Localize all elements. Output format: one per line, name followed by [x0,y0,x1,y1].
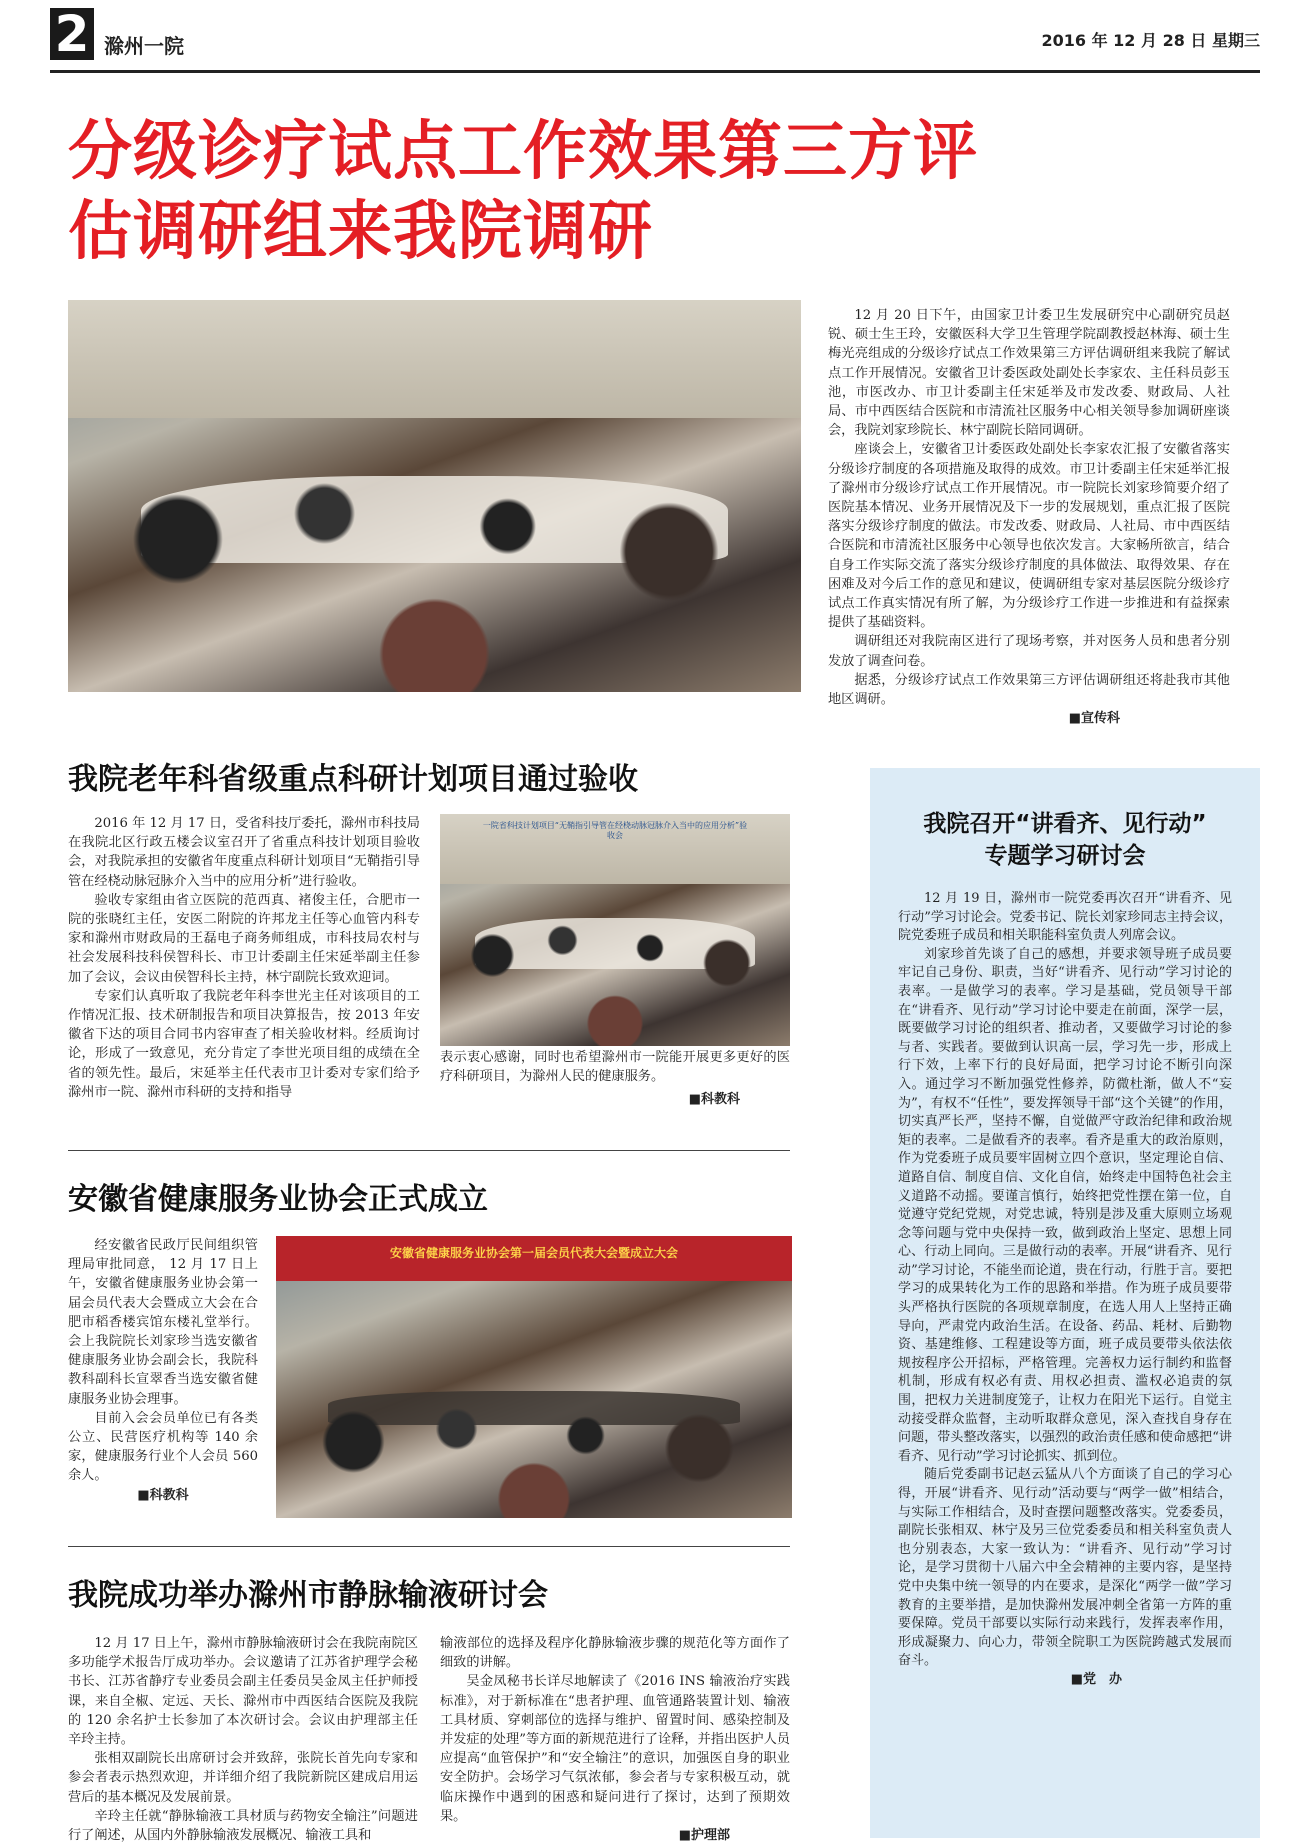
article4-paragraph: 辛玲主任就“静脉输液工具材质与药物安全输注”问题进行了阐述，从国内外静脉输液发展概况、输液工具和 [68,1808,418,1844]
article2-paragraph: 验收专家组由省立医院的范西真、褚俊主任，合肥市一院的张晓红主任，安医二附院的许邦龙主任等心血管内科专家和滁州市财政局的王磊电子商务师组成，市科技局农村与社会发展科技科侯智科长、市卫计委副主任宋延举副主任参加了会议，会议由侯智科长主持，林宁副院长致欢迎词。 [68,892,420,985]
article4-paragraph: 张相双副院长出席研讨会并致辞，张院长首先向专家和参会者表示热烈欢迎，并详细介绍了我院新院区建成启用运营后的基本概况及发展前景。 [68,1751,418,1805]
article2-photo-banner: 一院省科技计划项目“无鞘指引导管在经桡动脉冠脉介入当中的应用分析”验收会 [482,820,748,840]
article3-photo [276,1236,792,1518]
lead-signature: ■宣传科 [1068,711,1120,727]
article2-signature: ■科教科 [688,1092,740,1107]
article4-title: 我院成功举办滁州市静脉输液研讨会 [68,1578,548,1613]
section-name: 滁州一院 [104,34,184,58]
divider [68,1150,790,1151]
sidebar-paragraph: 12 月 19 日，滁州市一院党委再次召开“讲看齐、见行动”学习讨论会。党委书记、院长刘家珍同志主持会议，院党委班子成员和相关职能科室负责人列席会议。 [898,891,1232,944]
article4-paragraph: 吴金凤秘书长详尽地解读了《2016 INS 输液治疗实践标准》，对于新标准在“患者护理、血管通路装置计划、输液工具材质、穿刺部位的选择与维护、留置时间、感染控制及并发症的处理”等方面的新规范进行了诠释，并指出医护人员应提高“血管保护”和“安全输注”的意识，加强医自身的职业安全防护。会场学习气氛浓郁，参会者与专家积极互动，就临床操作中遇到的困惑和疑问进行了探讨，达到了预期效果。 [440,1674,790,1824]
lead-paragraph: 调研组还对我院南区进行了现场考察，并对医务人员和患者分别发放了调查问卷。 [828,634,1230,669]
article2-paragraph: 2016 年 12 月 17 日，受省科技厅委托，滁州市科技局在我院北区行政五楼会议室召开了省重点科技计划项目验收会，对我院承担的安徽省年度重点科研计划项目“无鞘指引导管在经桡动脉冠脉介入当中的应用分析”进行验收。 [68,816,420,889]
page-number: 2 [50,8,94,60]
lead-body [828,306,1230,728]
lead-headline-line1: 分级诊疗试点工作效果第三方评 [68,115,978,189]
lead-headline-line2: 估调研组来我院调研 [68,195,653,269]
article2-body [68,814,420,1102]
lead-headline [68,112,1248,272]
sidebar-title-line2: 专题学习研讨会 [984,843,1146,869]
article2-paragraph: 专家们认真听取了我院老年科李世光主任对该项目的工作情况汇报、技术研制报告和项目决算报告，按 2013 年安徽省下达的项目合同书内容审查了相关验收材料。经质询讨论，形成了一致意见，充分肯定了李世光项目组的成绩在全省的领先性。最后，宋延举主任代表市卫计委对专家们给予滁州市一院、滁州市科研的支持和指导 [68,988,420,1100]
sidebar-paragraph: 刘家珍首先谈了自己的感想，并要求领导班子成员要牢记自己身份、职责，当好“讲看齐、见行动”学习讨论的表率。一是做学习的表率。学习是基础，党员领导干部在“讲看齐、见行动”学习讨论中要走在前面，深学一层，既要做学习讨论的组织者、推动者，又要做学习讨论的参与者、实践者。要做到认识高一层，学习先一步，形成上行下效，上率下行的良好局面，把学习讨论不断引向深入。通过学习不断加强党性修养，防微杜渐，做人不“妄为”，有权不“任性”，要发挥领导干部“这个关键”的作用，切实真严长严，坚持不懈，自觉做严守政治纪律和政治规矩的表率。二是做看齐的表率。看齐是重大的政治原则，作为党委班子成员要牢固树立四个意识，坚定理论自信、道路自信、制度自信、文化自信，始终走中国特色社会主义道路不动摇。要谨言慎行，始终把党性摆在第一位，自觉遵守党纪党规，对党忠诚，特别是涉及重大原则立场观念等问题与党中央保持一致，做到政治上坚定、思想上同心、行动上同向。三是做行动的表率。开展“讲看齐、见行动”学习讨论，不能坐而论道，贵在行动，行胜于言。要把学习的成果转化为工作的思路和举措。作为班子成员要带头严格执行医院的各项规章制度，在选人用人上坚持正确导向，严肃党内政治生活。在设备、药品、耗材、后勤物资、基建维修、工程建设等方面，班子成员要带头依法依规按程序公开招标，严格管理。完善权力运行制约和监督机制，形成有权必有责、用权必担责、滥权必追责的氛围，把权力关进制度笼子，让权力在阳光下运行。自觉主动接受群众监督，主动听取群众意见，深入查找自身存在问题，带头整改落实，以强烈的政治责任感和使命感把“讲看齐、见行动”学习讨论抓实、抓到位。 [898,946,1232,1464]
article3-paragraph: 目前入会会员单位已有各类公立、民营医疗机构等 140 余家，健康服务行业个人会员 560 余人。 [68,1410,258,1484]
lead-paragraph: 据悉，分级诊疗试点工作效果第三方评估调研组还将赴我市其他地区调研。 [828,672,1230,708]
sidebar-title-line1: 我院召开“讲看齐、见行动” [923,811,1207,837]
article2-continuation: 表示衷心感谢，同时也希望滁州市一院能开展更多更好的医疗科研项目，为滁州人民的健康服务。 [440,1050,790,1085]
sidebar-signature: ■党 办 [1070,1671,1122,1687]
lead-paragraph: 12 月 20 日下午，由国家卫计委卫生发展研究中心副研究员赵锐、硕士生王玲，安徽医科大学卫生管理学院副教授赵林海、硕士生梅光亮组成的分级诊疗试点工作效果第三方评估调研组来我院了解试点工作开展情况。安徽省卫计委医政处副处长李家农、主任科员彭玉池，市医改办、市卫计委副主任宋延举及市发改委、财政局、人社局、市中西医结合医院和市清流社区服务中心相关领导参加调研座谈会，我院刘家珍院长、林宁副院长陪同调研。 [828,308,1230,439]
article4-col1 [68,1634,418,1845]
article4-signature: ■护理部 [678,1828,730,1844]
article4-paragraph: 12 月 17 日上午，滁州市静脉输液研讨会在我院南院区多功能学术报告厅成功举办。会议邀请了江苏省护理学会秘书长、江苏省静疗专业委员会副主任委员吴金凤主任护师授课，来自全椒、定远、天长、滁州市中西医结合医院及我院的 120 余名护士长参加了本次研讨会。会议由护理部主任辛玲主持。 [68,1636,418,1748]
divider [68,1546,790,1547]
article3-paragraph: 经安徽省民政厅民间组织管理局审批同意， 12 月 17 日上午，安徽省健康服务业协会第一届会员代表大会暨成立大会在合肥市稻香楼宾馆东楼礼堂举行。会上我院院长刘家珍当选安徽省健康服务业协会副会长，我院科教科副科长宣翠香当选安徽省健康服务业协会理事。 [68,1238,258,1407]
lead-paragraph: 座谈会上，安徽省卫计委医政处副处长李家农汇报了安徽省落实分级诊疗制度的各项措施及取得的成效。市卫计委副主任宋延举汇报了滁州市分级诊疗试点工作开展情况。市一院院长刘家珍简要介绍了医院基本情况、业务开展情况及下一步的发展规划，重点汇报了医院落实分级诊疗制度的做法。市发改委、财政局、人社局、市中西医结合医院和市清流社区服务中心领导也依次发言。大家畅所欲言，结合自身工作实际交流了落实分级诊疗制度的具体做法、取得效果、存在困难及对今后工作的意见和建议，使调研组专家对基层医院分级诊疗试点工作真实情况有所了解，为分级诊疗工作进一步推进和有益探索提供了基础资料。 [828,442,1230,631]
article4-continuation: 输液部位的选择及程序化静脉输液步骤的规范化等方面作了细致的讲解。 [440,1636,790,1671]
article3-photo-banner: 安徽省健康服务业协会第一届会员代表大会暨成立大会 [389,1246,678,1261]
article3-signature: ■科教科 [137,1487,189,1503]
issue-date: 2016 年 12 月 28 日 星期三 [1041,31,1260,50]
article2-photo [440,814,790,1046]
article2-title: 我院老年科省级重点科研计划项目通过验收 [68,762,638,797]
article3-body [68,1236,258,1505]
sidebar-title [880,808,1250,872]
article4-col2 [440,1634,790,1845]
lead-photo [68,300,801,692]
article3-title: 安徽省健康服务业协会正式成立 [68,1182,488,1217]
sidebar-body [898,890,1232,1690]
sidebar-paragraph: 随后党委副书记赵云猛从八个方面谈了自己的学习心得，开展“讲看齐、见行动”活动要与“两学一做”相结合，与实际工作相结合，及时查摆问题整改落实。党委委员，副院长张相双、林宁及另三位党委委员和相关科室负责人也分别表态，大家一致认为：“讲看齐、见行动”学习讨论，是学习贯彻十八届六中全会精神的主要内容，是坚持党中央集中统一领导的内在要求，是深化“两学一做”学习教育的主要举措，是加快滁州发展冲刺全省第一方阵的重要保障。党员干部要以实际行动来践行，发挥表率作用，形成凝聚力、向心力，带领全院职工为医院跨越式发展而奋斗。 [898,1467,1232,1669]
